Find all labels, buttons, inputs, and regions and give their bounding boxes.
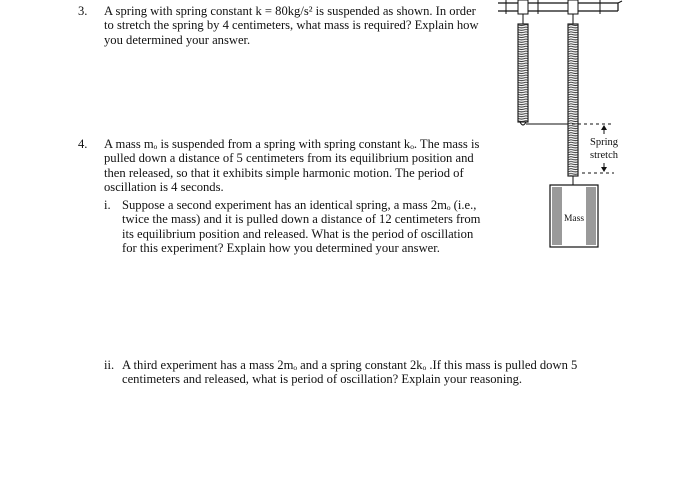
down-arrow-icon	[601, 163, 607, 172]
question-4-number: 4.	[78, 137, 88, 151]
question-4-line: then released, so that it exhibits simple harmonic motion. The period of	[104, 165, 464, 180]
question-4-text	[104, 137, 479, 195]
question-4i-label: i.	[104, 198, 111, 212]
question-4i-line: its equilibrium position and released. What is the period of oscillation	[122, 226, 474, 241]
up-arrow-icon	[601, 125, 607, 134]
question-4ii-line: centimeters and released, what is period of oscillation? Explain your reasoning.	[122, 372, 523, 387]
support-rod	[498, 0, 622, 14]
question-4ii-label: ii.	[104, 358, 115, 372]
question-3-text	[104, 4, 479, 47]
unstretched-spring	[518, 14, 570, 125]
question-3-line: you determined your answer.	[104, 32, 251, 47]
question-4ii-text	[122, 358, 577, 387]
question-4i-line: Suppose a second experiment has an identical spring, a mass 2mₒ (i.e.,	[122, 198, 477, 212]
question-4-line: A mass mₒ is suspended from a spring with spring constant kₒ. The mass is	[104, 137, 480, 151]
question-3-number: 3.	[78, 4, 88, 18]
question-4ii-line: A third experiment has a mass 2mₒ and a spring constant 2kₒ .If this mass is pulled down 5	[122, 358, 578, 372]
spring-figure	[490, 0, 640, 260]
mass-label: Mass	[563, 214, 585, 224]
question-4i-text	[122, 198, 480, 256]
question-3-line: to stretch the spring by 4 centimeters, what mass is required? Explain how	[104, 18, 479, 33]
spring-label: Spring	[589, 137, 619, 148]
question-4i-line: twice the mass) and it is pulled down a distance of 12 centimeters from	[122, 212, 481, 227]
question-3-line: A spring with spring constant k = 80kg/s² is suspended as shown. In order	[104, 4, 476, 18]
question-4-line: oscillation is 4 seconds.	[104, 180, 224, 195]
stretched-spring	[568, 14, 578, 185]
stretch-label: stretch	[590, 150, 618, 161]
question-4-line: pulled down a distance of 5 centimeters from its equilibrium position and	[104, 151, 474, 166]
question-4i-line: for this experiment? Explain how you determined your answer.	[122, 241, 440, 256]
